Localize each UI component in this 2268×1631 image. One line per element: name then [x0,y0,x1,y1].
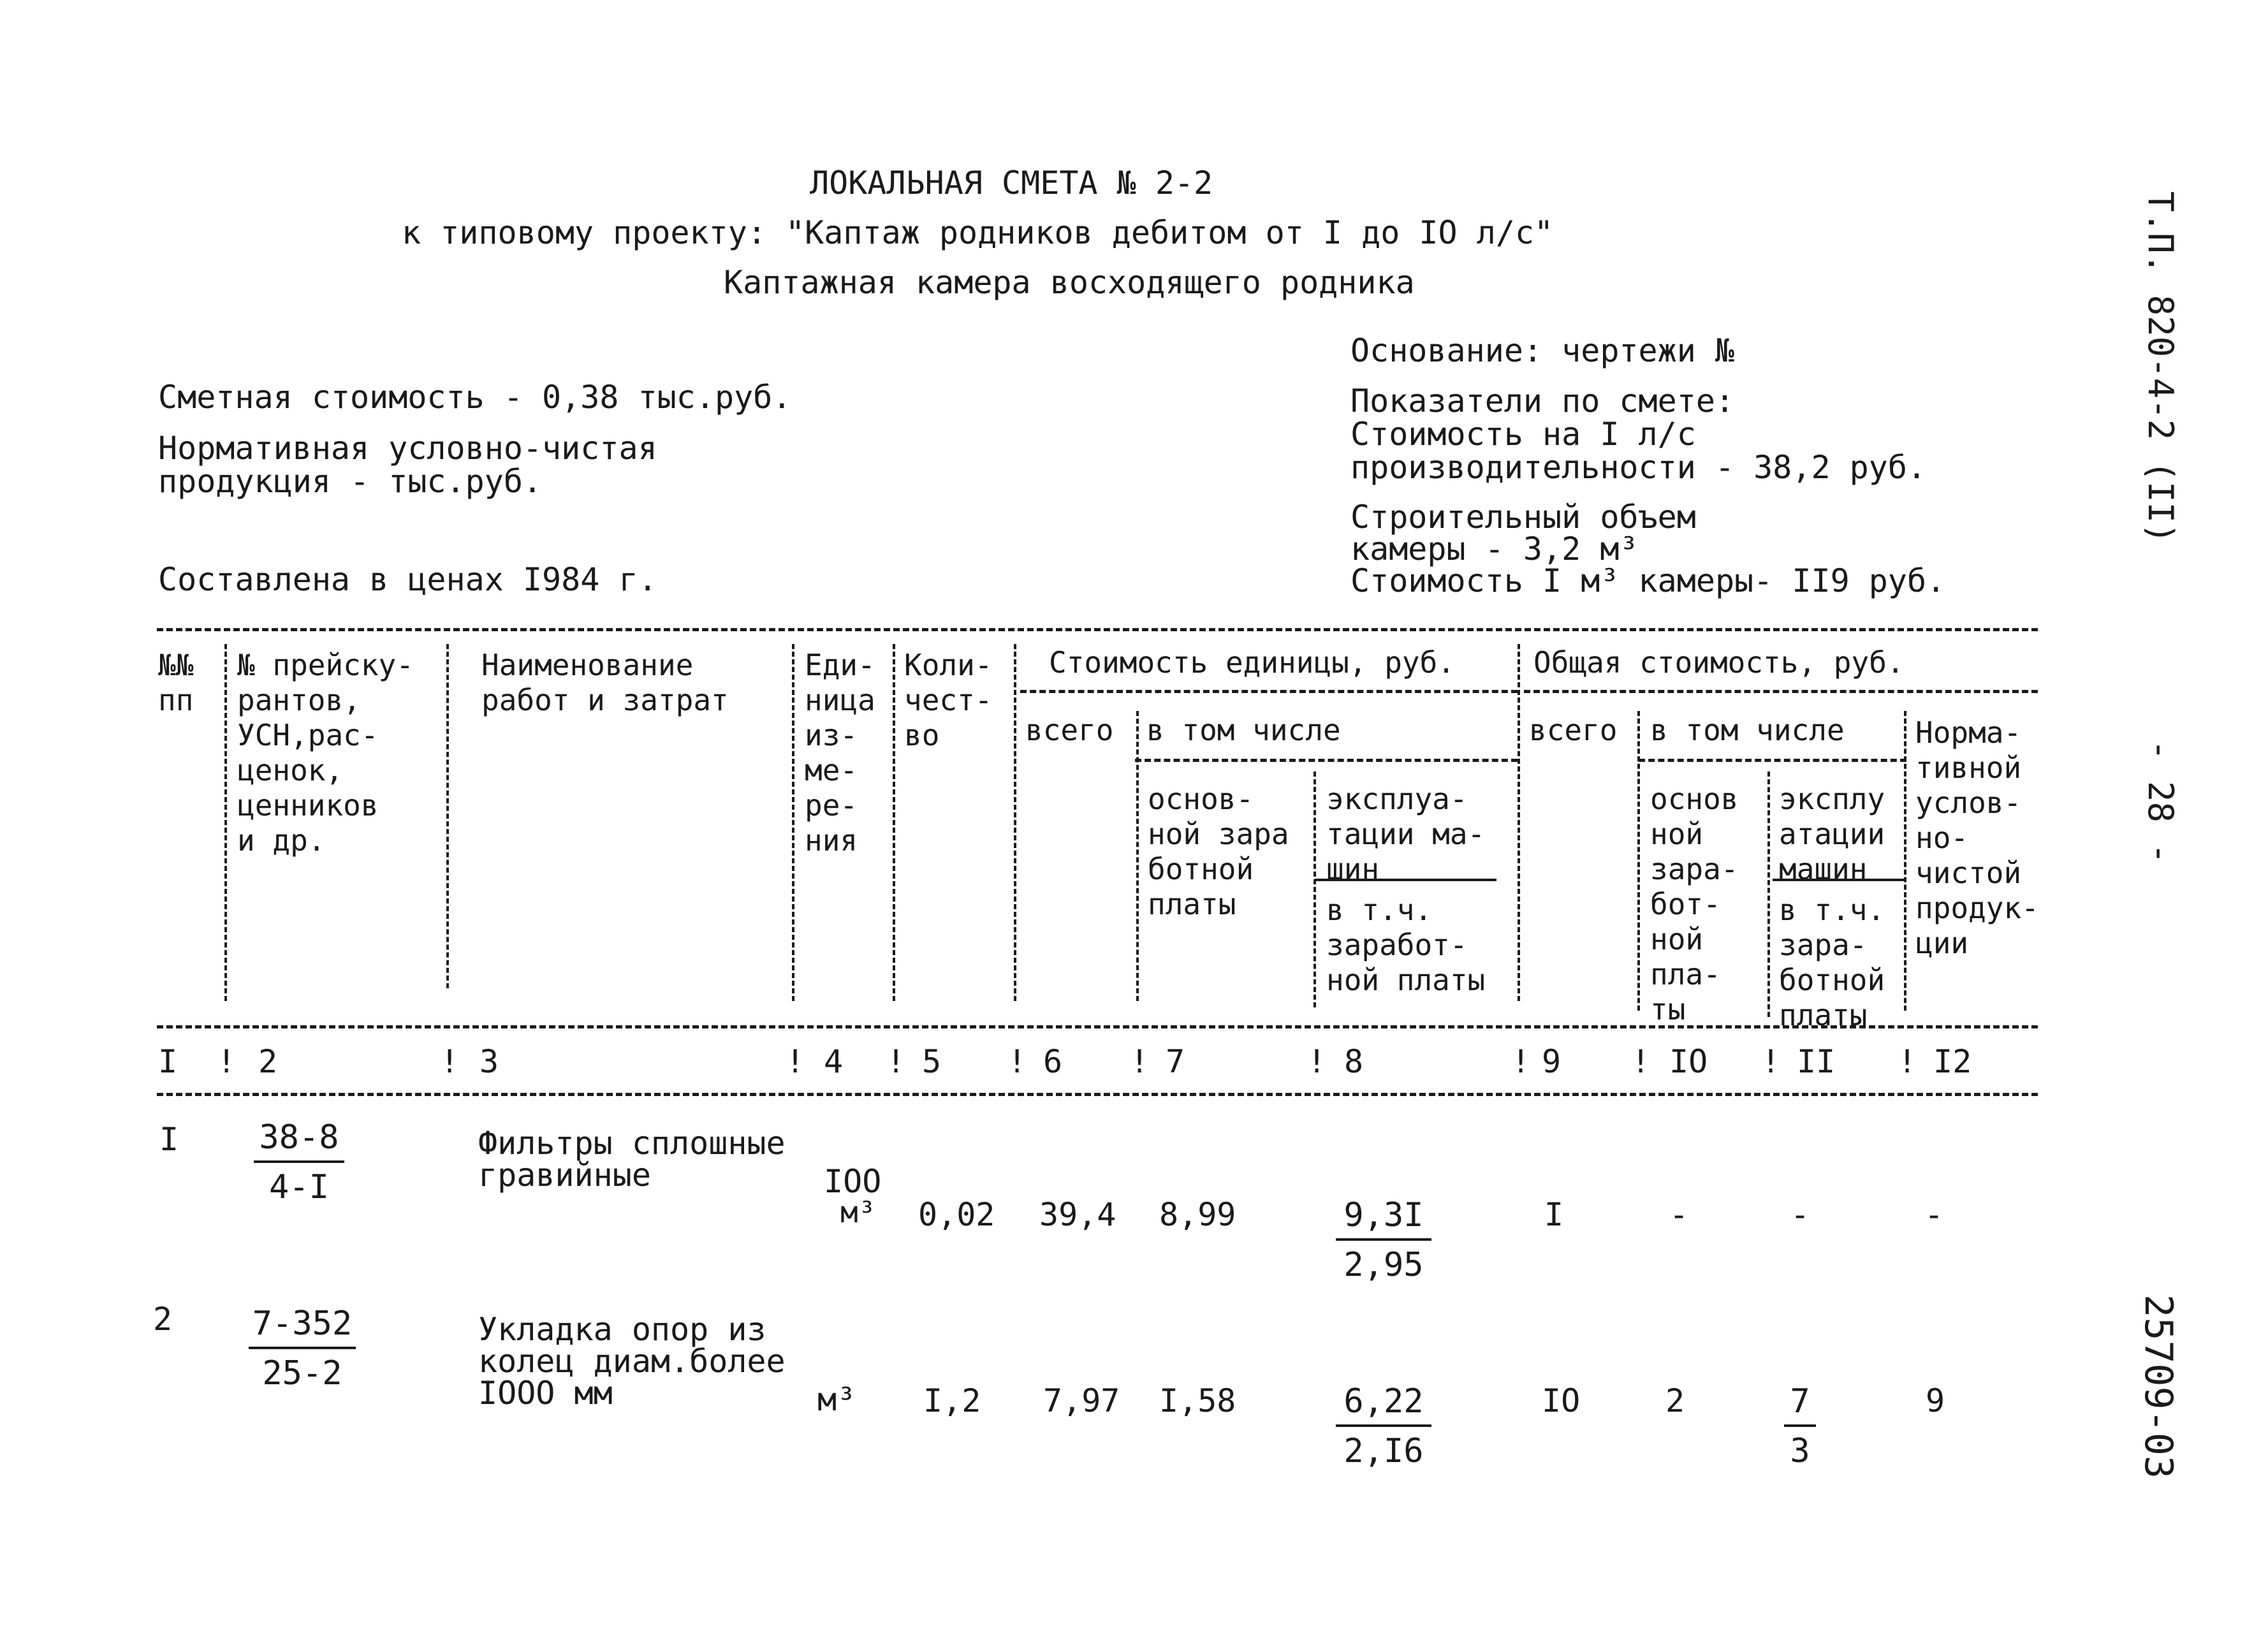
total-sum: I [1544,1196,1564,1233]
unit-cost-rule [1020,690,1518,693]
header-incl-right: в том числе [1650,713,1845,747]
col-divider-4 [893,644,895,1001]
basis-drawings: Основание: чертежи № [1350,332,1735,369]
estimated-cost: Сметная стоимость - 0,38 тыс.руб. [158,379,792,416]
header-col-6: всего [1025,713,1114,747]
table-top-rule [157,628,2038,631]
table-number-rule [157,1093,2038,1096]
row-number: I [159,1121,179,1158]
header-col-4: Еди- ница из- ме- ре- ния [805,648,875,858]
col-divider-mark: ! [1130,1043,1150,1080]
header-col-3: Наименование работ и затрат [481,648,729,717]
indicators-label: Показатели по смете: [1350,383,1735,420]
volume-value: камеры - 3,2 м³ [1350,530,1639,567]
header-col-12: Норма- тивной услов- но- чистой продук- ции [1915,715,2039,960]
quantity: I,2 [923,1382,981,1419]
price-code: $\frac{38-8}{4-I}$ [254,1121,344,1204]
col-divider-mark: ! [886,1043,906,1080]
header-col-7: основ- ной зара ботной платы [1148,782,1289,921]
col-number: I2 [1933,1043,1972,1080]
cost-per-m3: Стоимость I м³ камеры- II9 руб. [1350,562,1946,599]
total-machine-cost: $\frac{7}{3}$ [1784,1385,1816,1468]
archive-number-mark: 25709-03 [2136,1294,2181,1479]
unit-base-wage: I,58 [1159,1382,1236,1419]
header-incl-left: в том числе [1146,713,1341,747]
incl-rule-right [1639,759,1906,762]
col-number: 7 [1166,1043,1185,1080]
incl-rule-left [1135,759,1518,762]
cost-per-capacity-value: производительности - 38,2 руб. [1350,449,1927,486]
total-cost-rule [1524,690,2038,693]
cost-per-capacity-label: Стоимость на I л/с [1350,416,1696,453]
work-name: Фильтры сплошные гравийные [478,1125,786,1194]
col-number: 2 [258,1043,278,1080]
col-number: I [158,1043,178,1080]
document-title: ЛОКАЛЬНАЯ СМЕТА № 2-2 [810,165,1213,201]
object-subtitle: Каптажная камера восходящего родника [724,264,1415,301]
normative-product-value: продукция - тыс.руб. [158,463,543,500]
header-col-8-bottom: в т.ч. заработ- ной платы [1326,893,1486,997]
col-number: II [1797,1043,1836,1080]
header-col-11-top: эксплу атации машин [1779,782,1885,886]
header-total-cost: Общая стоимость, руб. [1533,645,1905,680]
col-divider-10 [1767,772,1770,1017]
col-divider-7 [1313,772,1316,1007]
unit-total: 39,4 [1039,1196,1116,1233]
col-number: 3 [479,1043,499,1080]
col-number: 9 [1542,1043,1562,1080]
col-divider-mark: ! [1007,1043,1027,1080]
col-divider-8 [1518,644,1520,1001]
col-divider-1 [224,644,227,1001]
total-base-wage: 2 [1665,1382,1685,1419]
col-divider-mark: ! [1761,1043,1781,1080]
project-subtitle: к типовому проекту: "Каптаж родников дебитом от I до IO л/с" [402,214,1554,251]
normative-product: - [1924,1196,1944,1233]
col-divider-mark: ! [1511,1043,1531,1080]
unit: IOO [824,1163,882,1200]
col-divider-mark: ! [217,1043,237,1080]
total-machine-cost: - [1790,1196,1810,1233]
header-col-11-bottom: в т.ч. зара- ботной платы [1779,893,1885,1032]
col-number: 8 [1344,1043,1364,1080]
col-number: 4 [824,1043,844,1080]
row-number: 2 [153,1301,173,1338]
price-year: Составлена в ценах I984 г. [158,561,657,598]
header-unit-cost: Стоимость единицы, руб. [1049,645,1455,680]
unit-total: 7,97 [1043,1382,1120,1419]
header-col-10: основ ной зара- бот- ной пла- ты [1650,782,1739,1027]
normative-product-label: Нормативная условно-чистая [158,430,657,467]
unit-base-wage: 8,99 [1159,1196,1236,1233]
col-number: IO [1669,1043,1708,1080]
col-divider-mark: ! [1307,1043,1327,1080]
col-divider-6 [1136,711,1139,1001]
project-code-mark: Т.П. 820-4-2 (II) [2140,191,2181,544]
work-name: Укладка опор из колец диам.более IOOO мм [478,1311,786,1412]
col-number: 5 [922,1043,942,1080]
header-col-8-top: эксплуа- тации ма- шин [1326,782,1486,886]
col-divider-11 [1904,711,1906,1011]
col-divider-3 [792,644,794,1001]
col-divider-mark: ! [786,1043,805,1080]
col-divider-9 [1637,711,1640,1011]
unit-2: м³ [840,1195,876,1229]
page-number-mark: - 28 - [2140,740,2181,865]
unit-machine-cost: $\frac{9,3I}{2,95}$ [1336,1199,1431,1282]
volume-label: Строительный объем [1350,499,1696,536]
quantity: 0,02 [918,1196,995,1233]
unit-machine-cost: $\frac{6,22}{2,I6}$ [1336,1385,1431,1468]
col-divider-2 [446,644,449,988]
col-divider-5 [1014,644,1016,1001]
header-col-2: № прейску- рантов, УСН,рас- ценок, ценников и др. [237,648,414,858]
price-code: $\frac{7-352}{25-2}$ [249,1307,356,1390]
header-col-1: №№ пп [158,648,194,717]
col-divider-mark: ! [1631,1043,1651,1080]
col-divider-mark: ! [1898,1043,1917,1080]
header-col-9: всего [1529,713,1618,747]
total-sum: IO [1542,1382,1581,1419]
total-base-wage: - [1669,1196,1689,1233]
normative-product: 9 [1926,1382,1945,1419]
unit: м³ [817,1381,856,1418]
header-col-5: Коли- чест- во [904,648,993,752]
col-number: 6 [1043,1043,1063,1080]
table-header-rule [157,1025,2038,1028]
col-divider-mark: ! [440,1043,460,1080]
